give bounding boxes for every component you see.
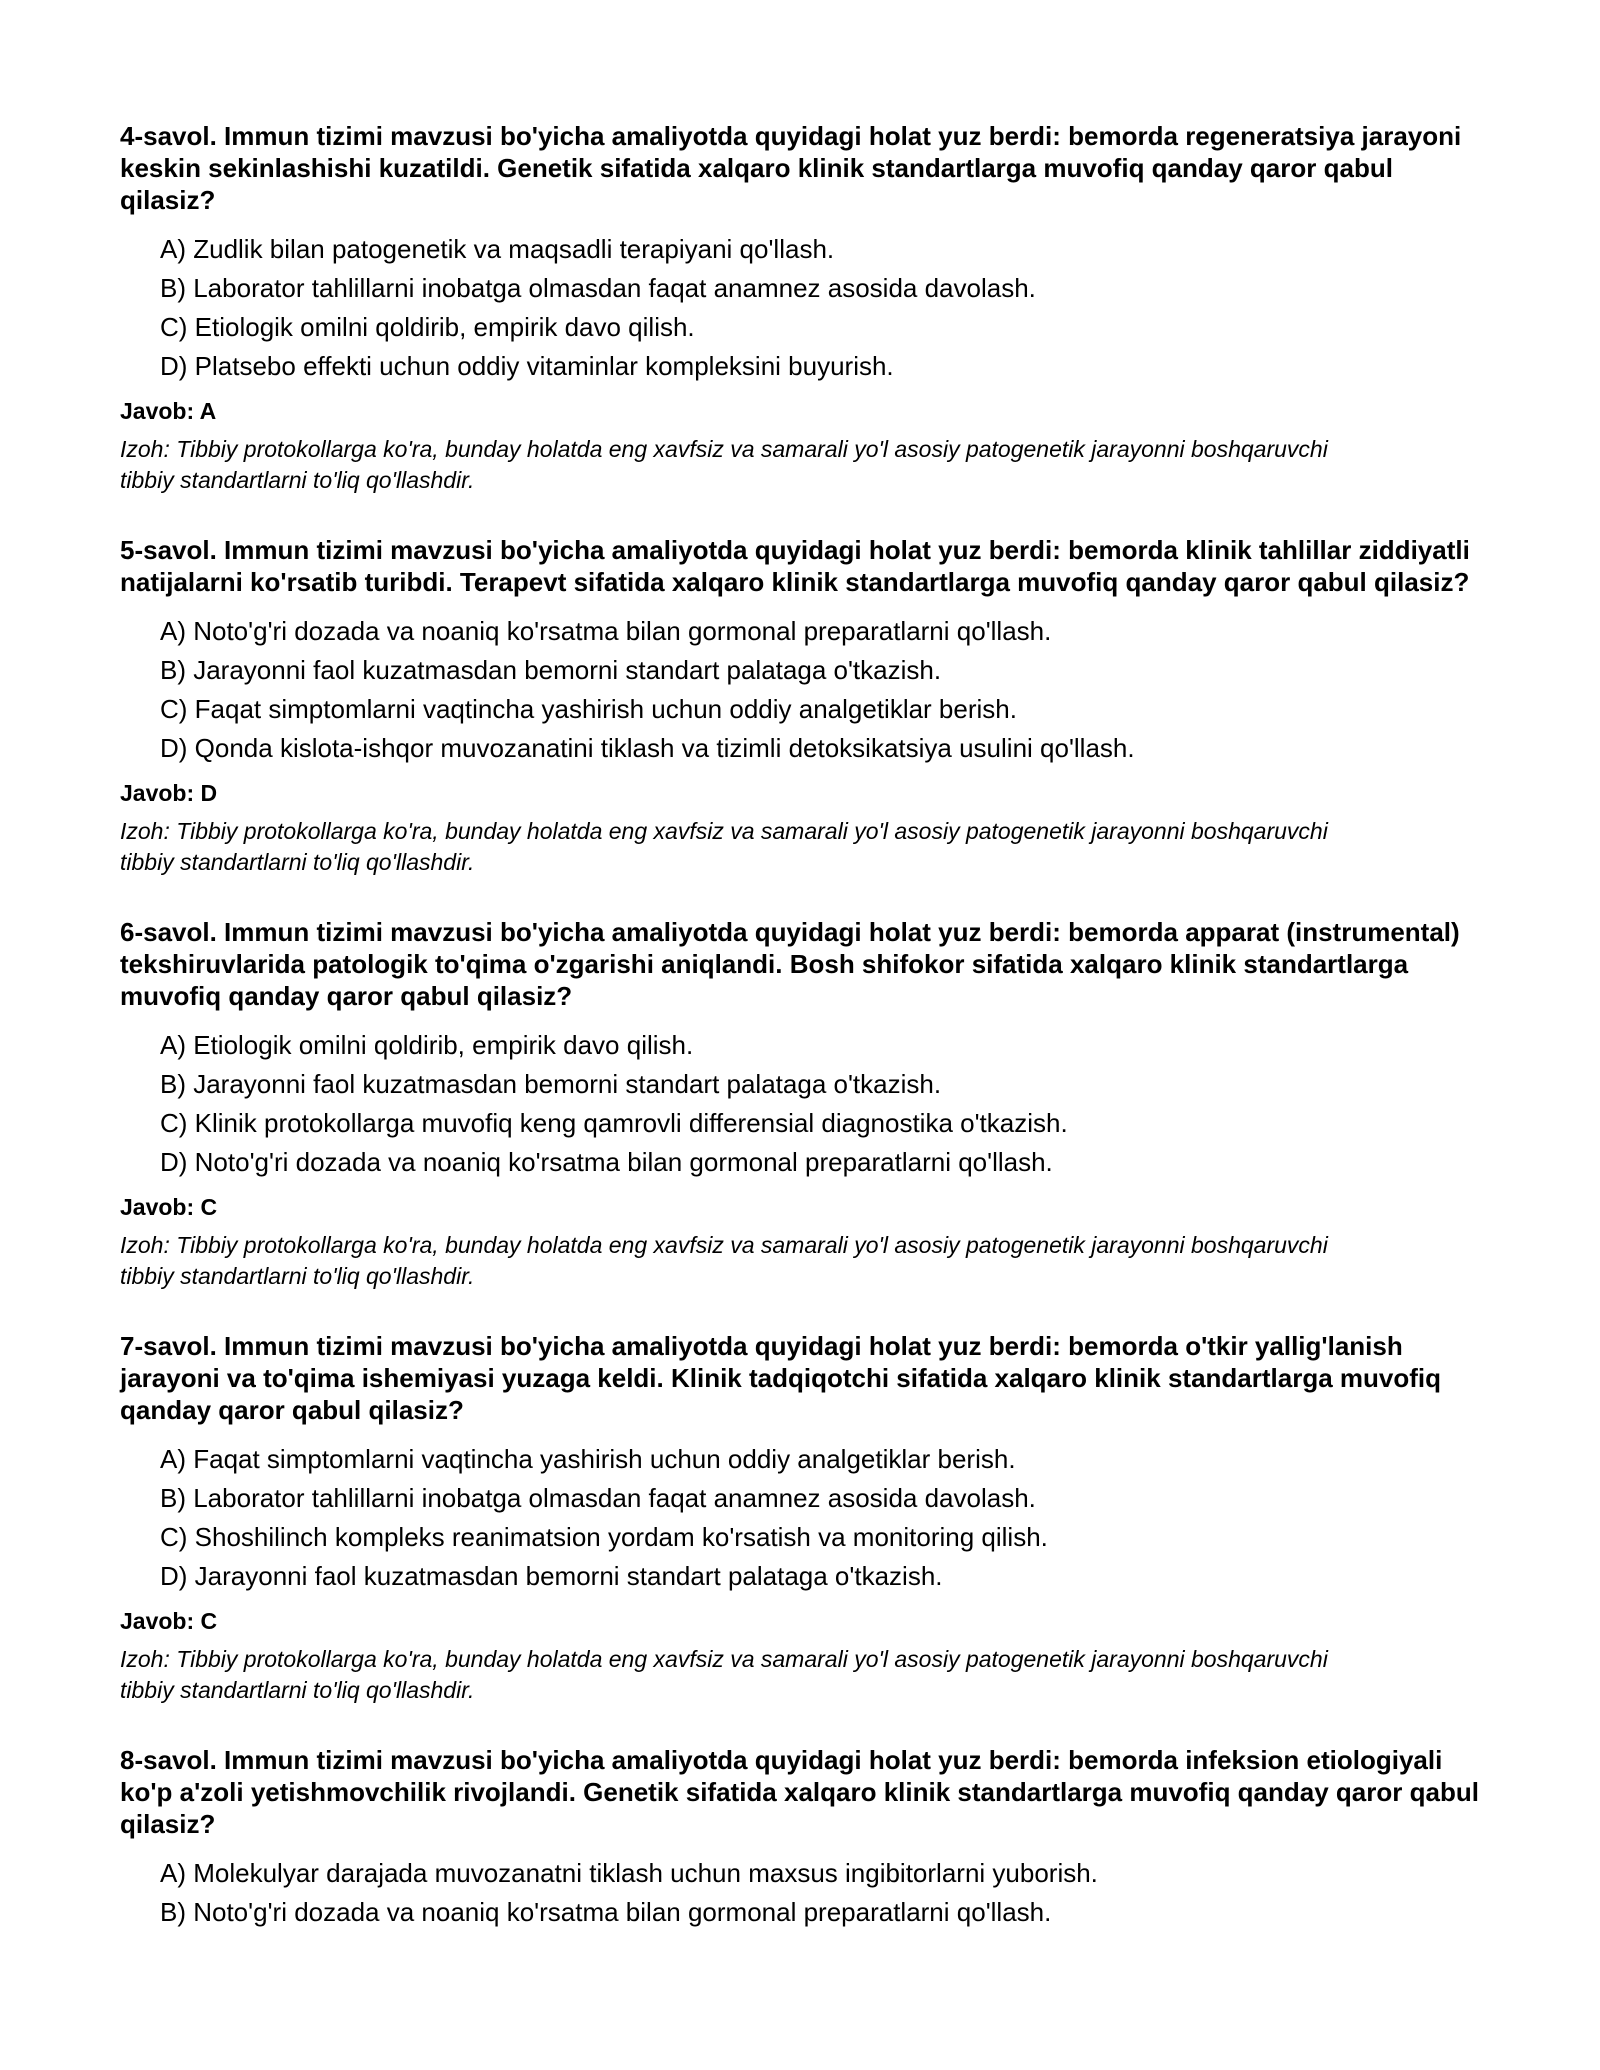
options-list [120,612,1490,768]
option-b: B) Laborator tahlillarni inobatga olmasdan faqat anamnez asosida davolash. [160,1483,1036,1513]
document-page [120,120,1490,1932]
option-b: B) Noto'g'ri dozada va noaniq ko'rsatma bilan gormonal preparatlarni qo'llash. [160,1897,1052,1927]
question-8 [120,1744,1490,1932]
option-b: B) Laborator tahlillarni inobatga olmasdan faqat anamnez asosida davolash. [160,273,1036,303]
answer: Javob: C [120,1608,218,1634]
options-list [120,230,1490,386]
option-c: C) Shoshilinch kompleks reanimatsion yordam ko'rsatish va monitoring qilish. [160,1522,1048,1552]
question-6 [120,916,1490,1292]
question-7 [120,1330,1490,1706]
option-a: A) Noto'g'ri dozada va noaniq ko'rsatma bilan gormonal preparatlarni qo'llash. [160,616,1052,646]
question-title: 6-savol. Immun tizimi mavzusi bo'yicha amaliyotda quyidagi holat yuz berdi: bemorda apparat (instrumental) tekshiruvlarida patologik to'qima o'zgarishi aniqlandi. Bosh shifokor sifatida xalqaro klinik standartlarga muvofiq qanday qaror qabul qilasiz? [120,917,1460,1011]
option-d: D) Jarayonni faol kuzatmasdan bemorni standart palataga o'tkazish. [160,1561,943,1591]
option-a: A) Faqat simptomlarni vaqtincha yashirish uchun oddiy analgetiklar berish. [160,1444,1016,1474]
explanation: Izoh: Tibbiy protokollarga ko'ra, bunday holatda eng xavfsiz va samarali yo'l asosiy patogenetik jarayonni boshqaruvchi tibbiy standartlarni to'liq qo'llashdir. [120,1646,1328,1703]
option-d: D) Noto'g'ri dozada va noaniq ko'rsatma bilan gormonal preparatlarni qo'llash. [160,1147,1053,1177]
question-4 [120,120,1490,496]
question-title: 5-savol. Immun tizimi mavzusi bo'yicha amaliyotda quyidagi holat yuz berdi: bemorda klinik tahlillar ziddiyatli natijalarni ko'rsatib turibdi. Terapevt sifatida xalqaro klinik standartlarga muvofiq qanday qaror qabul qilasiz? [120,535,1470,597]
options-list [120,1026,1490,1182]
question-title: 4-savol. Immun tizimi mavzusi bo'yicha amaliyotda quyidagi holat yuz berdi: bemorda regeneratsiya jarayoni keskin sekinlashishi kuzatildi. Genetik sifatida xalqaro klinik standartlarga muvofiq qanday qaror qabul qilasiz? [120,121,1462,215]
option-a: A) Etiologik omilni qoldirib, empirik davo qilish. [160,1030,694,1060]
option-b: B) Jarayonni faol kuzatmasdan bemorni standart palataga o'tkazish. [160,1069,942,1099]
option-c: C) Faqat simptomlarni vaqtincha yashirish uchun oddiy analgetiklar berish. [160,694,1017,724]
option-d: D) Platsebo effekti uchun oddiy vitaminlar kompleksini buyurish. [160,351,894,381]
explanation: Izoh: Tibbiy protokollarga ko'ra, bunday holatda eng xavfsiz va samarali yo'l asosiy patogenetik jarayonni boshqaruvchi tibbiy standartlarni to'liq qo'llashdir. [120,818,1328,875]
option-b: B) Jarayonni faol kuzatmasdan bemorni standart palataga o'tkazish. [160,655,942,685]
options-list [120,1440,1490,1596]
option-a: A) Molekulyar darajada muvozanatni tiklash uchun maxsus ingibitorlarni yuborish. [160,1858,1098,1888]
option-a: A) Zudlik bilan patogenetik va maqsadli terapiyani qo'llash. [160,234,835,264]
answer: Javob: C [120,1194,218,1220]
option-d: D) Qonda kislota-ishqor muvozanatini tiklash va tizimli detoksikatsiya usulini qo'llash. [160,733,1135,763]
question-title: 7-savol. Immun tizimi mavzusi bo'yicha amaliyotda quyidagi holat yuz berdi: bemorda o'tkir yallig'lanish jarayoni va to'qima ishemiyasi yuzaga keldi. Klinik tadqiqotchi sifatida xalqaro klinik standartlarga muvofiq qanday qaror qabul qilasiz? [120,1331,1441,1425]
question-title: 8-savol. Immun tizimi mavzusi bo'yicha amaliyotda quyidagi holat yuz berdi: bemorda infeksion etiologiyali ko'p a'zoli yetishmovchilik rivojlandi. Genetik sifatida xalqaro klinik standartlarga muvofiq qanday qaror qabul qilasiz? [120,1745,1479,1839]
answer: Javob: D [120,780,218,806]
explanation: Izoh: Tibbiy protokollarga ko'ra, bunday holatda eng xavfsiz va samarali yo'l asosiy patogenetik jarayonni boshqaruvchi tibbiy standartlarni to'liq qo'llashdir. [120,436,1328,493]
option-c: C) Klinik protokollarga muvofiq keng qamrovli differensial diagnostika o'tkazish. [160,1108,1068,1138]
option-c: C) Etiologik omilni qoldirib, empirik davo qilish. [160,312,695,342]
answer: Javob: A [120,398,217,424]
explanation: Izoh: Tibbiy protokollarga ko'ra, bunday holatda eng xavfsiz va samarali yo'l asosiy patogenetik jarayonni boshqaruvchi tibbiy standartlarni to'liq qo'llashdir. [120,1232,1328,1289]
question-5 [120,534,1490,878]
options-list [120,1854,1490,1932]
